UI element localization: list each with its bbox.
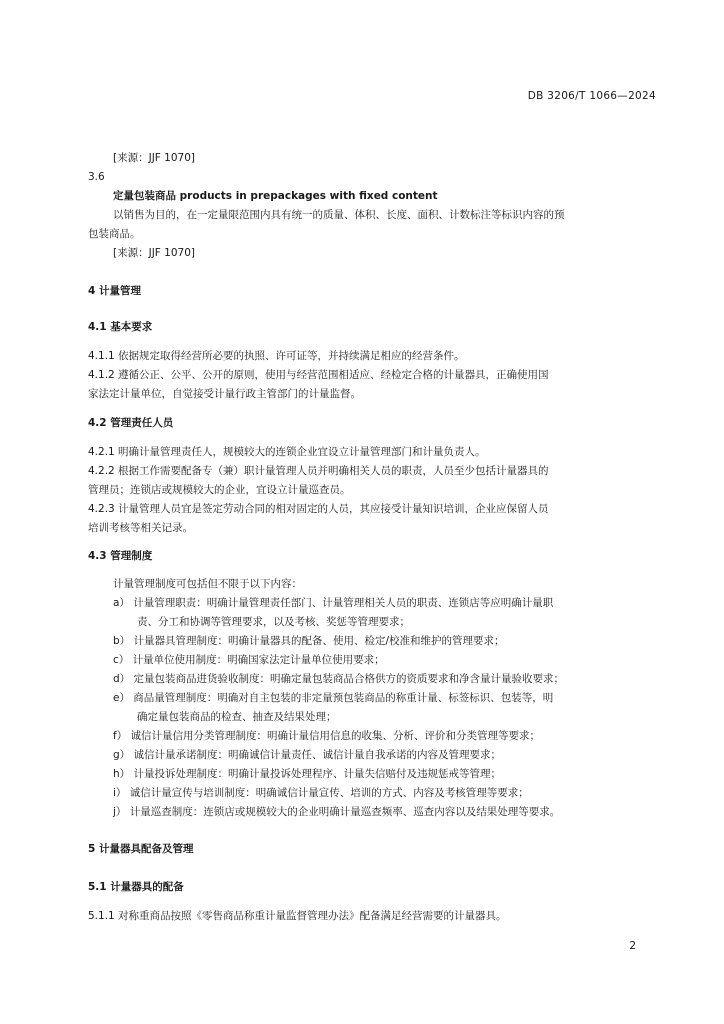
- list-item: h） 计量投诉处理制度：明确计量投诉处理程序、计量失信赔付及违规惩戒等管理；: [113, 768, 501, 780]
- subsection-heading: 5.1 计量器具的配备: [88, 881, 184, 893]
- paragraph-line: 4.2.1 明确计量管理责任人，规模较大的连锁企业宜设立计量管理部门和计量负责人。: [88, 446, 486, 458]
- section-heading: 5 计量器具配备及管理: [88, 843, 194, 855]
- section-heading: 4 计量管理: [88, 285, 141, 297]
- subsection-heading: 4.3 管理制度: [88, 550, 153, 562]
- paragraph-line: 4.2.2 根据工作需要配备专（兼）职计量管理人员并明确相关人员的职责，人员至少包括计量器具的: [88, 465, 549, 477]
- paragraph-line: 4.2.3 计量管理人员宜是签定劳动合同的相对固定的人员，其应接受计量知识培训，企业应保留人员: [88, 503, 549, 515]
- paragraph-line: 4.1.1 依据规定取得经营所必要的执照、许可证等，并持续满足相应的经营条件。: [88, 350, 465, 362]
- list-item-continuation: 确定量包装商品的检查、抽查及结果处理；: [137, 711, 337, 723]
- list-item: i） 诚信计量宣传与培训制度：明确诚信计量宣传、培训的方式、内容及考核管理等要求；: [113, 787, 529, 799]
- paragraph-line: 包装商品。: [88, 228, 141, 240]
- paragraph-line: 培训考核等相关记录。: [88, 522, 193, 534]
- paragraph-line: 以销售为目的，在一定量限范围内具有统一的质量、体积、长度、面积、计数标注等标识内容的预: [113, 209, 565, 221]
- paragraph-line: 家法定计量单位，自觉接受计量行政主管部门的计量监督。: [88, 388, 361, 400]
- paragraph-line: 计量管理制度可包括但不限于以下内容：: [113, 578, 302, 590]
- paragraph-line: 管理员；连锁店或规模较大的企业，宜设立计量巡查员。: [88, 484, 351, 496]
- list-item: e） 商品量管理制度：明确对自主包装的非定量预包装商品的称重计量、标签标识、包装等，明: [113, 692, 554, 704]
- page-number: 2: [629, 940, 636, 952]
- source-note: [来源：JJF 1070]: [113, 247, 195, 259]
- list-item: j） 计量巡查制度：连锁店或规模较大的企业明确计量巡查频率、巡查内容以及结果处理等要求。: [113, 806, 561, 818]
- clause-number: 3.6: [88, 171, 105, 183]
- list-item: d） 定量包装商品进货验收制度：明确定量包装商品合格供方的资质要求和净含量计量验收要求；: [113, 673, 565, 685]
- paragraph-line: 5.1.1 对称重商品按照《零售商品称重计量监督管理办法》配备满足经营需要的计量器具。: [88, 910, 507, 922]
- list-item-continuation: 责、分工和协调等管理要求，以及考核、奖惩等管理要求；: [137, 616, 410, 628]
- list-item: c） 计量单位使用制度：明确国家法定计量单位使用要求；: [113, 654, 385, 666]
- source-note: [来源：JJF 1070]: [113, 152, 195, 164]
- subsection-heading: 4.2 管理责任人员: [88, 417, 174, 429]
- subsection-heading: 4.1 基本要求: [88, 321, 153, 333]
- list-item: b） 计量器具管理制度：明确计量器具的配备、使用、检定/校准和维护的管理要求；: [113, 635, 505, 647]
- paragraph-line: 4.1.2 遵循公正、公平、公开的原则，使用与经营范围相适应、经检定合格的计量器具，正确使用国: [88, 369, 549, 381]
- list-item: a） 计量管理职责：明确计量管理责任部门、计量管理相关人员的职责、连锁店等应明确计量职: [113, 597, 554, 609]
- document-number: DB 3206/T 1066—2024: [527, 90, 656, 102]
- term-heading: 定量包装商品 products in prepackages with fixed content: [113, 190, 438, 202]
- list-item: f） 诚信计量信用分类管理制度：明确计量信用信息的收集、分析、评价和分类管理等要求；: [113, 730, 541, 742]
- list-item: g） 诚信计量承诺制度：明确诚信计量责任、诚信计量自我承诺的内容及管理要求；: [113, 749, 502, 761]
